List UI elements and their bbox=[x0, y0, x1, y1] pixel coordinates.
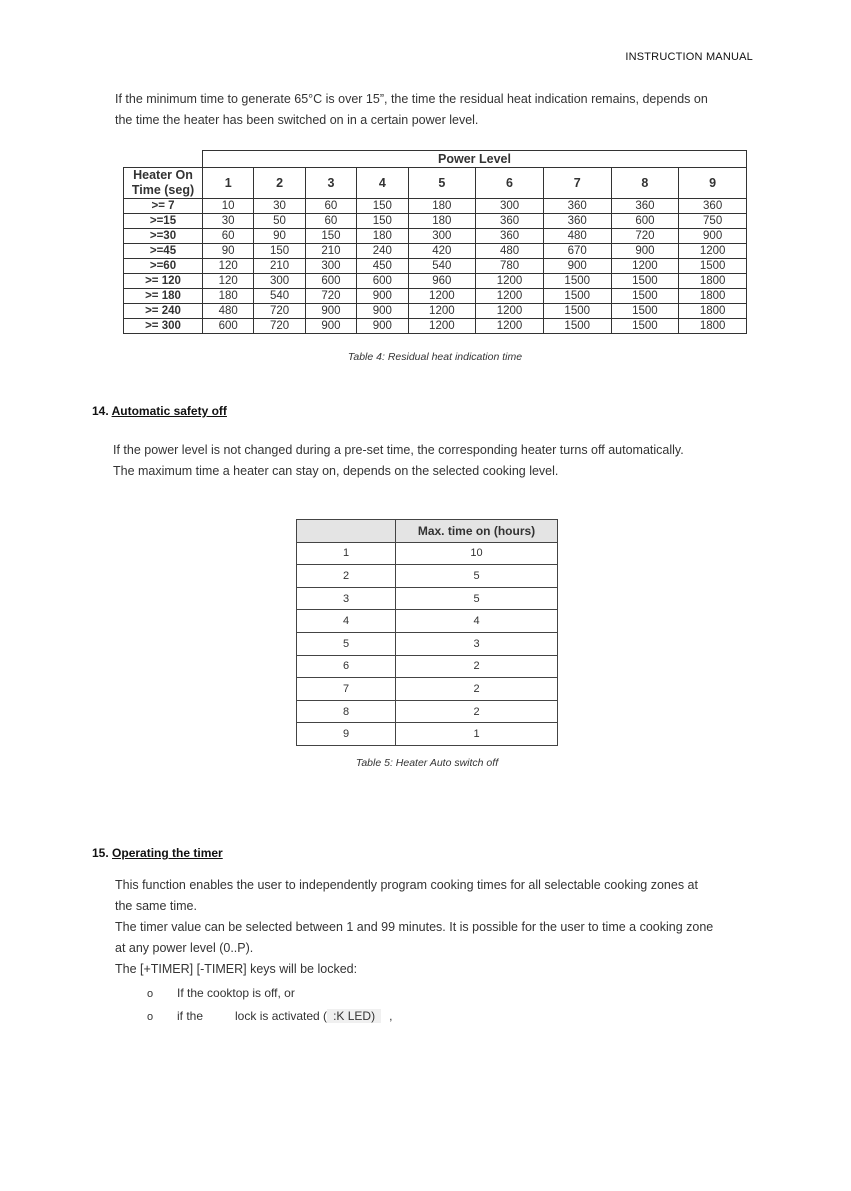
table4-cell: 450 bbox=[357, 259, 408, 274]
table-row bbox=[297, 723, 558, 746]
table4-row-label: >=15 bbox=[124, 214, 203, 229]
table4-level-header: 7 bbox=[543, 168, 611, 199]
table4-row-header bbox=[124, 168, 203, 199]
table4-cell: 480 bbox=[203, 304, 254, 319]
lock-led-label: :K LED) bbox=[327, 1009, 381, 1023]
table4-row-label: >=30 bbox=[124, 229, 203, 244]
table5-header-level bbox=[297, 520, 396, 543]
table4-cell: 900 bbox=[357, 319, 408, 334]
table4-cell: 1200 bbox=[476, 274, 544, 289]
table4-cell: 60 bbox=[305, 199, 356, 214]
table4-cell: 960 bbox=[408, 274, 476, 289]
table5-hours-cell: 1 bbox=[396, 723, 558, 746]
table4-cell: 300 bbox=[476, 199, 544, 214]
table4-cell: 150 bbox=[357, 199, 408, 214]
table4-cell: 1800 bbox=[679, 319, 747, 334]
table4-corner-blank bbox=[124, 151, 203, 168]
table4-cell: 360 bbox=[611, 199, 679, 214]
table4-cell: 900 bbox=[611, 244, 679, 259]
section-14-heading bbox=[92, 404, 227, 418]
section-14-number: 14. bbox=[92, 404, 109, 418]
table4-level-header: 6 bbox=[476, 168, 544, 199]
page-header-title: INSTRUCTION MANUAL bbox=[625, 51, 753, 63]
table4-cell: 600 bbox=[203, 319, 254, 334]
section-15-line-3: The timer value can be selected between 1 and 99 minutes. It is possible for the user to time a cooking zone bbox=[115, 920, 714, 934]
table4-cell: 540 bbox=[254, 289, 305, 304]
intro-line-1: If the minimum time to generate 65°C is over 15”, the time the residual heat indication remains, depends on bbox=[115, 92, 708, 106]
table4-level-header: 3 bbox=[305, 168, 356, 199]
table4-cell: 360 bbox=[679, 199, 747, 214]
table5-hours-cell: 2 bbox=[396, 678, 558, 701]
table4-cell: 480 bbox=[543, 229, 611, 244]
table4-cell: 1500 bbox=[543, 319, 611, 334]
table4-cell: 210 bbox=[254, 259, 305, 274]
table4-cell: 360 bbox=[476, 214, 544, 229]
table4-cell: 720 bbox=[254, 304, 305, 319]
table4-cell: 30 bbox=[254, 199, 305, 214]
table4-cell: 50 bbox=[254, 214, 305, 229]
heater-auto-switch-off-table bbox=[296, 519, 558, 746]
table4-row-label: >= 7 bbox=[124, 199, 203, 214]
section-15-line-4: at any power level (0..P). bbox=[115, 941, 254, 955]
table4-cell: 150 bbox=[305, 229, 356, 244]
bullet-item-2 bbox=[147, 1009, 392, 1023]
table4-cell: 120 bbox=[203, 274, 254, 289]
table-row bbox=[124, 274, 747, 289]
table5-level-cell: 2 bbox=[297, 565, 396, 588]
table4-row-label: >= 300 bbox=[124, 319, 203, 334]
table4-cell: 900 bbox=[305, 319, 356, 334]
table-row bbox=[297, 655, 558, 678]
table-row bbox=[297, 542, 558, 565]
table4-cell: 1800 bbox=[679, 289, 747, 304]
table4-power-level-header: Power Level bbox=[203, 151, 747, 168]
bullet-text-2c: , bbox=[389, 1009, 393, 1023]
table4-cell: 720 bbox=[254, 319, 305, 334]
table4-cell: 150 bbox=[357, 214, 408, 229]
table-row bbox=[124, 259, 747, 274]
table4-cell: 120 bbox=[203, 259, 254, 274]
table5-level-cell: 8 bbox=[297, 700, 396, 723]
table4-cell: 60 bbox=[203, 229, 254, 244]
table-row bbox=[297, 610, 558, 633]
table4-cell: 360 bbox=[543, 214, 611, 229]
table4-cell: 150 bbox=[254, 244, 305, 259]
table4-cell: 900 bbox=[679, 229, 747, 244]
table4-cell: 1500 bbox=[543, 274, 611, 289]
table4-row-label: >= 180 bbox=[124, 289, 203, 304]
table4-cell: 300 bbox=[254, 274, 305, 289]
table4-cell: 1800 bbox=[679, 304, 747, 319]
table5-level-cell: 6 bbox=[297, 655, 396, 678]
table-row bbox=[124, 289, 747, 304]
table5-header-max-time: Max. time on (hours) bbox=[396, 520, 558, 543]
table4-cell: 300 bbox=[408, 229, 476, 244]
bullet-marker: o bbox=[147, 988, 154, 1000]
table-row bbox=[124, 304, 747, 319]
table-row bbox=[297, 632, 558, 655]
table4-cell: 90 bbox=[203, 244, 254, 259]
bullet-item-1 bbox=[147, 986, 295, 1000]
table4-cell: 360 bbox=[476, 229, 544, 244]
section-15-paragraph bbox=[115, 875, 713, 980]
table4-cell: 720 bbox=[305, 289, 356, 304]
table4-cell: 240 bbox=[357, 244, 408, 259]
table-row bbox=[297, 700, 558, 723]
table-row bbox=[124, 319, 747, 334]
section-14-title: Automatic safety off bbox=[111, 404, 227, 418]
table-row bbox=[297, 678, 558, 701]
table5-caption: Table 5: Heater Auto switch off bbox=[355, 757, 499, 769]
table4-cell: 900 bbox=[305, 304, 356, 319]
table4-cell: 720 bbox=[611, 229, 679, 244]
table4-cell: 210 bbox=[305, 244, 356, 259]
table5-hours-cell: 10 bbox=[396, 542, 558, 565]
table4-cell: 1800 bbox=[679, 274, 747, 289]
table5-level-cell: 4 bbox=[297, 610, 396, 633]
table4-cell: 1200 bbox=[408, 319, 476, 334]
table5-level-cell: 5 bbox=[297, 632, 396, 655]
table4-level-header: 9 bbox=[679, 168, 747, 199]
table-row bbox=[297, 587, 558, 610]
section-15-line-2: the same time. bbox=[115, 899, 197, 913]
table4-row-header-line-2: Time (seg) bbox=[131, 183, 195, 197]
table4-cell: 670 bbox=[543, 244, 611, 259]
intro-paragraph bbox=[115, 89, 708, 131]
table5-level-cell: 7 bbox=[297, 678, 396, 701]
table4-cell: 1200 bbox=[611, 259, 679, 274]
table4-cell: 90 bbox=[254, 229, 305, 244]
table4-cell: 480 bbox=[476, 244, 544, 259]
table4-cell: 900 bbox=[357, 304, 408, 319]
table-row bbox=[124, 199, 747, 214]
table4-cell: 1200 bbox=[679, 244, 747, 259]
table4-row-header-line-1: Heater On bbox=[133, 168, 193, 182]
table5-hours-cell: 4 bbox=[396, 610, 558, 633]
table4-cell: 1500 bbox=[611, 304, 679, 319]
table4-level-header: 5 bbox=[408, 168, 476, 199]
section-15-line-5: The [+TIMER] [-TIMER] keys will be locked: bbox=[115, 962, 358, 976]
table4-level-header: 4 bbox=[357, 168, 408, 199]
table4-cell: 1200 bbox=[476, 289, 544, 304]
table4-cell: 900 bbox=[543, 259, 611, 274]
table5-level-cell: 9 bbox=[297, 723, 396, 746]
table4-body bbox=[124, 199, 747, 334]
bullet-text-1: If the cooktop is off, or bbox=[177, 986, 295, 1000]
table-row bbox=[124, 244, 747, 259]
table4-cell: 1500 bbox=[679, 259, 747, 274]
table5-hours-cell: 2 bbox=[396, 655, 558, 678]
table4-level-header: 8 bbox=[611, 168, 679, 199]
table4-cell: 1500 bbox=[543, 304, 611, 319]
table4-level-header: 1 bbox=[203, 168, 254, 199]
section-14-line-2: The maximum time a heater can stay on, depends on the selected cooking level. bbox=[113, 464, 559, 478]
table4-cell: 180 bbox=[408, 214, 476, 229]
table4-cell: 420 bbox=[408, 244, 476, 259]
table4-row-label: >=45 bbox=[124, 244, 203, 259]
table-row bbox=[124, 229, 747, 244]
table4-cell: 600 bbox=[305, 274, 356, 289]
table4-cell: 60 bbox=[305, 214, 356, 229]
table5-body bbox=[297, 542, 558, 745]
table5-hours-cell: 3 bbox=[396, 632, 558, 655]
table4-row-label: >=60 bbox=[124, 259, 203, 274]
bullet-text-2b: lock is activated ( bbox=[235, 1009, 328, 1023]
table5-hours-cell: 5 bbox=[396, 565, 558, 588]
table4-level-header: 2 bbox=[254, 168, 305, 199]
table4-cell: 1200 bbox=[476, 319, 544, 334]
section-14-paragraph bbox=[113, 440, 684, 482]
residual-heat-table bbox=[123, 150, 747, 334]
table4-cell: 180 bbox=[408, 199, 476, 214]
section-14-line-1: If the power level is not changed during a pre-set time, the corresponding heater turns off automatically. bbox=[113, 443, 684, 457]
table4-cell: 600 bbox=[357, 274, 408, 289]
table5-hours-cell: 2 bbox=[396, 700, 558, 723]
section-15-number: 15. bbox=[92, 846, 109, 860]
table4-row-label: >= 120 bbox=[124, 274, 203, 289]
table-row bbox=[124, 214, 747, 229]
section-15-title: Operating the timer bbox=[112, 846, 223, 860]
table4-cell: 180 bbox=[357, 229, 408, 244]
table4-row-label: >= 240 bbox=[124, 304, 203, 319]
section-15-heading bbox=[92, 846, 223, 860]
table4-cell: 180 bbox=[203, 289, 254, 304]
table4-cell: 540 bbox=[408, 259, 476, 274]
intro-line-2: the time the heater has been switched on in a certain power level. bbox=[115, 113, 479, 127]
table4-cell: 750 bbox=[679, 214, 747, 229]
table5-level-cell: 1 bbox=[297, 542, 396, 565]
table4-cell: 1500 bbox=[611, 319, 679, 334]
table-row bbox=[297, 565, 558, 588]
table4-cell: 300 bbox=[305, 259, 356, 274]
table4-cell: 1500 bbox=[611, 289, 679, 304]
table4-caption: Table 4: Residual heat indication time bbox=[347, 351, 523, 363]
table4-cell: 1500 bbox=[611, 274, 679, 289]
table4-cell: 1200 bbox=[408, 304, 476, 319]
table4-cell: 30 bbox=[203, 214, 254, 229]
bullet-marker: o bbox=[147, 1011, 154, 1023]
table4-cell: 10 bbox=[203, 199, 254, 214]
table4-cell: 1200 bbox=[476, 304, 544, 319]
table5-hours-cell: 5 bbox=[396, 587, 558, 610]
table4-cell: 780 bbox=[476, 259, 544, 274]
table4-cell: 1200 bbox=[408, 289, 476, 304]
table4-cell: 600 bbox=[611, 214, 679, 229]
section-15-line-1: This function enables the user to independently program cooking times for all selectable cooking zones at bbox=[115, 878, 698, 892]
bullet-text-2a: if the bbox=[177, 1009, 204, 1023]
table5-level-cell: 3 bbox=[297, 587, 396, 610]
table4-cell: 360 bbox=[543, 199, 611, 214]
table4-cell: 900 bbox=[357, 289, 408, 304]
table4-cell: 1500 bbox=[543, 289, 611, 304]
